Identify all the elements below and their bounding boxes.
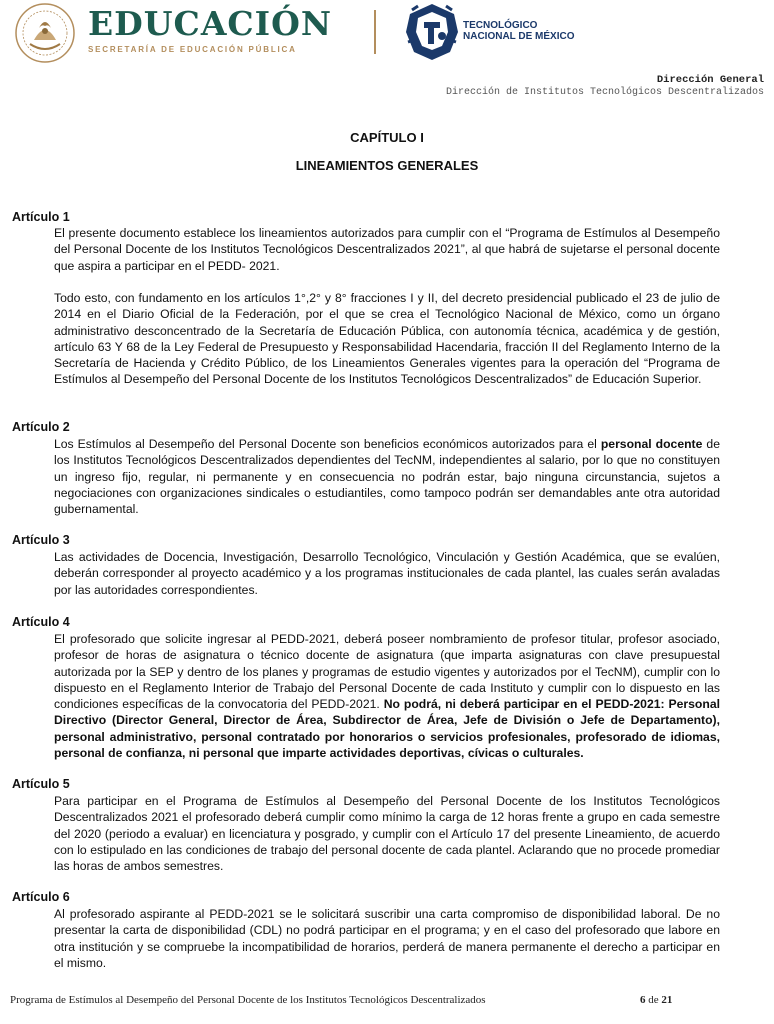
chapter-number: CAPÍTULO I	[350, 130, 424, 145]
footer-program-name: Programa de Estímulos al Desempeño del Personal Docente de los Institutos Tecnológicos Descentralizados	[10, 994, 486, 1006]
page-current: 6	[640, 994, 646, 1006]
sep-brand	[88, 4, 332, 54]
article-6-paragraph: Al profesorado aspirante al PEDD-2021 se le solicitará suscribir una carta compromiso de disponibilidad laboral. De no presentar la carta de disponibilidad (CDL) no podrá participar en el programa; y en el caso del profesorado que labore en otra institución y se compruebe la incompatibilidad de horarios, perderá de manera permanente el derecho a participar en el mismo.	[54, 907, 720, 970]
article-1-paragraph-1: El presente documento establece los lineamientos autorizados para cumplir con el “Programa de Estímulos al Desempeño del Personal Docente de los Institutos Tecnológicos Descentralizados 2021”, al que habrá de sujetarse el personal docente que aspira a participar en el PEDD- 2021.	[54, 226, 720, 273]
footer-page-number	[640, 994, 672, 1006]
page-header	[0, 0, 774, 98]
mexico-coat-of-arms-icon	[12, 2, 78, 64]
chapter-title: LINEAMIENTOS GENERALES	[295, 158, 479, 173]
article-3-paragraph: Las actividades de Docencia, Investigación, Desarrollo Tecnológico, Vinculación y Gestión Académica, que se evalúen, deberán corresponder al proyecto académico y a los programas institucionales de cada plantel, las cuales serán avaladas por las autoridades correspondientes.	[54, 550, 720, 597]
article-2-title: Artículo 2	[12, 420, 70, 434]
article-2-text-bold: personal docente	[600, 437, 703, 451]
direction-general-label: Dirección General	[656, 74, 764, 86]
article-3-title: Artículo 3	[12, 533, 70, 547]
tecnm-line-2: NACIONAL DE MÉXICO	[463, 31, 575, 42]
article-6-title: Artículo 6	[12, 890, 70, 904]
article-1-paragraph-2: Todo esto, con fundamento en los artículos 1°,2° y 8° fracciones I y II, del decreto presidencial publicado el 23 de julio de 2014 en el Diario Oficial de la Federación, por el que se crea el Tecnológico Nacional de México, como un órgano administrativo desconcentrado de la Secretaría de Educación Pública, con autonomía técnica, académica y de gestión, artículo 63 Y 68 de la Ley Federal de Presupuesto y Responsabilidad Hacendaria, fracción II del Reglamento Interno de la Secretaría de Hacienda y Crédito Público, de los Lineamientos Generales vigentes para la operación del “Programa de Estímulos al Desempeño del Personal Docente de los Institutos Tecnológicos Descentralizados” de Educación Superior.	[54, 291, 720, 387]
article-4-text-a: El profesorado que solicite ingresar al PEDD-2021, deberá poseer nombramiento de profesor titular, profesor asociado, profesor de horas de asignatura o técnico docente de asignatura (que imparta asignaturas con clave presupuestal autorizada por la SEP y dentro de los planes y programas de estudio vigentes y autorizados por el TecNM), cumplir con lo dispuesto en el Reglamento Interior de Trabajo del Personal Docente de cada Instituto y cumplir con lo dispuesto en las condiciones específicas de la convocatoria del PEDD-2021.	[54, 632, 720, 712]
tecnm-logo-icon	[404, 2, 460, 62]
article-1-title: Artículo 1	[12, 210, 70, 224]
brand-subtitle: SECRETARÍA DE EDUCACIÓN PÚBLICA	[88, 45, 297, 54]
article-2-paragraph	[54, 436, 720, 517]
page-of-label: de	[648, 994, 659, 1006]
article-2-text-a: Los Estímulos al Desempeño del Personal Docente son beneficios económicos autorizados para el	[54, 437, 601, 451]
header-divider	[374, 10, 376, 54]
tecnm-line-1: TECNOLÓGICO	[463, 20, 538, 31]
page-total: 21	[661, 994, 673, 1006]
article-4-paragraph	[54, 631, 720, 761]
article-5-title: Artículo 5	[12, 777, 70, 791]
article-2-text-b: de los Institutos Tecnológicos Descentralizados dependientes del TecNM, independientes al salario, por lo que no constituyen un ingreso fijo, regular, ni permanente y en consecuencia no podrán estar, bajo ninguna circunstancia, sujetos a negociaciones con organizaciones sindicales o estudiantiles, como tampoco podrán ser demandables ante otra autoridad gubernamental.	[54, 437, 720, 517]
article-5-paragraph: Para participar en el Programa de Estímulos al Desempeño del Personal Docente de los Institutos Tecnológicos Descentralizados 2021 el profesorado deberá cumplir como mínimo la carga de 12 horas frente a grupo en cada semestre del 2020 (periodo a evaluar) en licenciatura y posgrado, y cumplir con el Artículo 17 del presente Lineamiento, de acuerdo con lo estipulado en las condiciones de trabajo del personal docente de cada plantel. Aclarando que no procede promediar las horas de ambos semestres.	[54, 794, 720, 874]
tecnm-wordmark	[463, 20, 575, 42]
brand-title: EDUCACIÓN	[88, 4, 333, 43]
article-4-text-bold: No podrá, ni deberá participar en el PEDD-2021: Personal Directivo (Director General, Director de Área, Subdirector de Área, Jefe de División o Jefe de Departamento), personal administrativo, personal contratado por honorarios o servicios profesionales, profesorado de idiomas, personal de confianza, ni personal que imparte actividades deportivas, cívicas o culturales.	[54, 697, 720, 761]
direction-institutes-label: Dirección de Institutos Tecnológicos Descentralizados	[445, 87, 764, 98]
article-4-title: Artículo 4	[12, 615, 70, 629]
